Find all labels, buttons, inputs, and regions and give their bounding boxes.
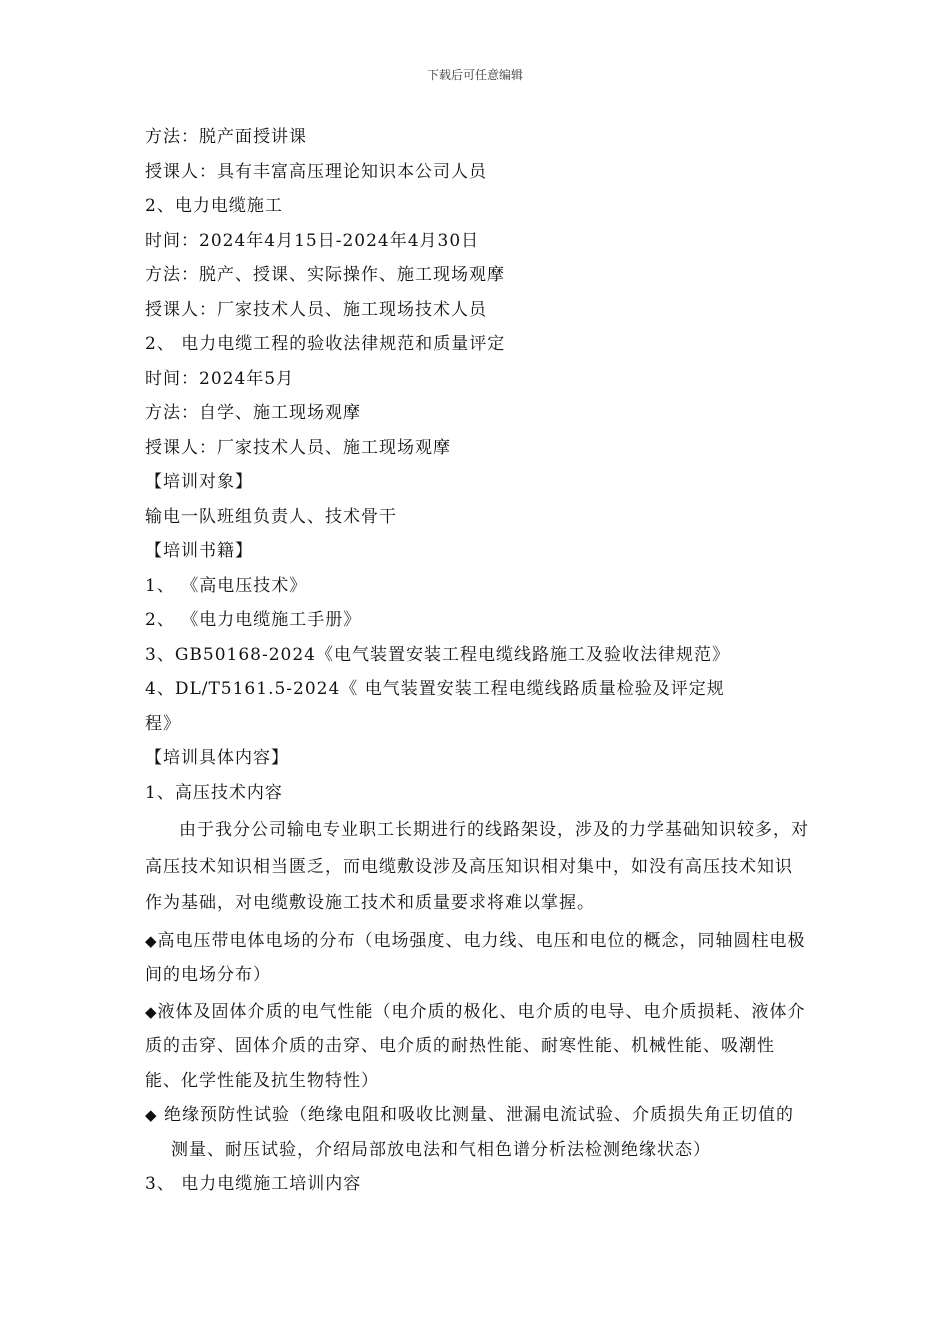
bullet-text: 液体及固体介质的电气性能（电介质的极化、电介质的电导、电介质损耗、液体介质的击穿、固体介质的击穿、电介质的耐热性能、耐寒性能、机械性能、吸潮性能、化学性能及抗生物特性）	[145, 1001, 806, 1091]
diamond-bullet-icon: ◆	[145, 1106, 158, 1124]
text-line: 方法：自学、施工现场观摩	[145, 403, 361, 423]
text-line: 输电一队班组负责人、技术骨干	[145, 506, 397, 527]
text-line: 方法：脱产、授课、实际操作、施工现场观摩	[145, 265, 505, 285]
text-line: 授课人：厂家技术人员、施工现场观摩	[145, 437, 451, 458]
text-line: 2、电力电缆施工	[145, 196, 283, 216]
text-line: 授课人：厂家技术人员、施工现场技术人员	[145, 299, 487, 320]
bullet-item	[145, 995, 810, 1099]
diamond-bullet-icon: ◆	[145, 1002, 158, 1021]
book-item: 3、GB50168-2024《电气装置安装工程电缆线路施工及验收法律规范》	[145, 644, 730, 665]
document-body	[145, 120, 810, 1202]
text-line: 授课人：具有丰富高压理论知识本公司人员	[145, 161, 487, 182]
body-paragraph: 由于我分公司输电专业职工长期进行的线路架设，涉及的力学基础知识较多，对高压技术知识相当匮乏，而电缆敷设涉及高压知识相对集中，如没有高压技术知识作为基础，对电缆敷设施工技术和质量要求将难以掌握。	[145, 820, 809, 913]
diamond-bullet-icon: ◆	[145, 931, 158, 950]
subsection-heading: 1、高压技术内容	[145, 782, 283, 803]
bullet-text: 高电压带电体电场的分布（电场强度、电力线、电压和电位的概念，同轴圆柱电极间的电场分布）	[145, 930, 806, 985]
text-line: 2、 电力电缆工程的验收法律规范和质量评定	[145, 334, 506, 354]
book-item: 1、 《高电压技术》	[145, 575, 308, 596]
section-heading: 【培训对象】	[145, 472, 253, 492]
bullet-text: 绝缘预防性试验（绝缘电阻和吸收比测量、泄漏电流试验、介质损失角正切值的测量、耐压试验，介绍局部放电法和气相色谱分析法检测绝缘状态）	[157, 1105, 794, 1160]
section-heading: 【培训书籍】	[145, 541, 253, 561]
text-line: 时间：2024年5月	[145, 368, 295, 389]
page-header-note: 下载后可任意编辑	[426, 68, 523, 82]
text-line: 方法：脱产面授讲课	[145, 127, 307, 147]
bullet-item	[145, 1098, 810, 1167]
text-line: 时间：2024年4月15日-2024年4月30日	[145, 230, 480, 251]
section-heading: 【培训具体内容】	[145, 748, 289, 768]
bullet-item	[145, 924, 810, 993]
subsection-heading: 3、 电力电缆施工培训内容	[145, 1174, 362, 1194]
book-item: 2、 《电力电缆施工手册》	[145, 610, 362, 630]
book-item-continuation: 程》	[145, 713, 181, 734]
book-item: 4、DL/T5161.5-2024《 电气装置安装工程电缆线路质量检验及评定规	[145, 679, 725, 699]
